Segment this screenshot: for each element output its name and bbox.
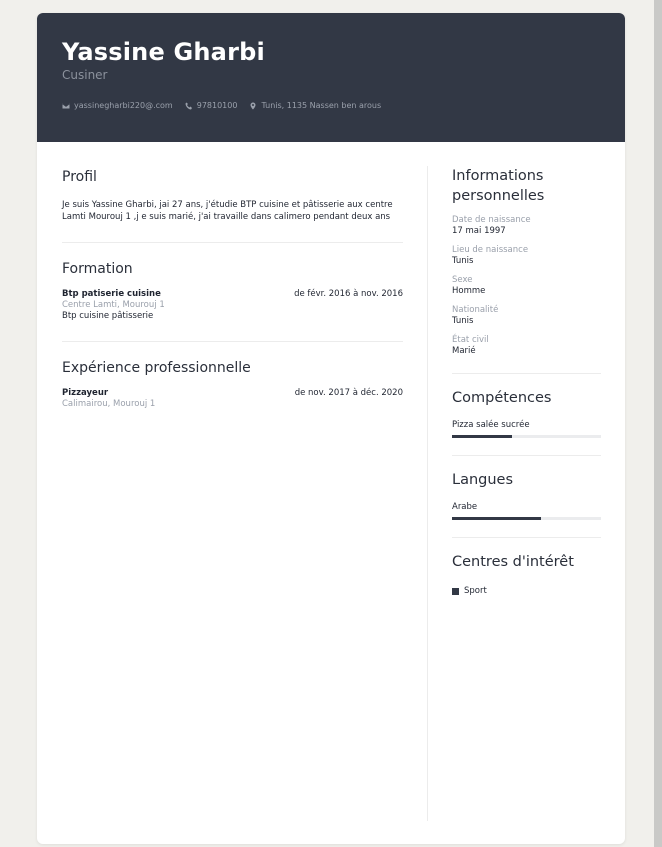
info-label: Sexe [452,275,473,285]
section-divider [452,455,601,456]
section-divider [452,373,601,374]
info-item [452,275,601,296]
info-label: Nationalité [452,305,499,315]
info-value: Tunis [452,255,474,266]
interests-title: Centres d'intérêt [452,554,574,570]
skill-item [452,420,601,438]
personal-info-title: Informations personnelles [452,168,545,204]
language-item [452,502,601,520]
skill-name: Pizza salée sucrée [452,420,530,430]
education-description: Btp cuisine pâtisserie [62,311,154,321]
skill-level-bar [452,435,601,438]
phone-text: 97810100 [196,101,238,110]
education-dates: de févr. 2016 à nov. 2016 [294,289,403,299]
education-title: Formation [62,261,133,277]
info-value: 17 mai 1997 [452,225,506,236]
info-label: Date de naissance [452,215,531,225]
education-school: Centre Lamti, Mourouj 1 [62,300,165,310]
education-entry [62,289,403,322]
map-pin-icon [249,102,257,110]
envelope-icon [62,102,70,110]
section-divider [62,242,403,243]
experience-company: Calimairou, Mourouj 1 [62,399,156,409]
experience-entry [62,388,403,410]
section-divider [452,537,601,538]
info-item [452,305,601,326]
info-value: Marié [452,345,476,356]
info-value: Tunis [452,315,474,326]
language-level-fill [452,517,541,520]
profile-text: Je suis Yassine Gharbi, jai 27 ans, j'étudie BTP cuisine et pâtisserie aux centre Lamti Mourouj 1 ,j e suis marié, j'ai travaille dans calimero pendant deux ans [62,200,393,222]
language-level-bar [452,517,601,520]
info-item [452,335,601,356]
contact-phone [185,101,238,110]
main-column [62,142,403,410]
resume-page [37,13,625,844]
languages-title: Langues [452,472,514,488]
resume-body [37,142,625,596]
job-title: Cusiner [62,68,108,82]
interest-item [452,586,601,596]
bullet-square-icon [452,588,459,595]
contact-address [249,101,381,110]
section-divider [62,341,403,342]
experience-title: Expérience professionnelle [62,360,251,376]
experience-dates: de nov. 2017 à déc. 2020 [294,388,403,398]
phone-icon [185,102,193,110]
column-divider [427,166,428,821]
info-value: Homme [452,285,486,296]
address-text: Tunis, 1135 Nassen ben arous [261,101,382,110]
page-scrollbar[interactable] [654,0,662,847]
language-name: Arabe [452,502,478,512]
info-label: État civil [452,335,489,345]
info-label: Lieu de naissance [452,245,529,255]
resume-header [37,13,625,142]
email-text: yassinegharbi220@.com [74,101,173,110]
profile-title: Profil [62,169,97,185]
contact-bar [62,101,600,110]
skill-level-fill [452,435,512,438]
skills-title: Compétences [452,390,552,406]
candidate-name: Yassine Gharbi [62,38,265,66]
experience-position: Pizzayeur [62,388,109,398]
info-item [452,215,601,236]
info-item [452,245,601,266]
education-degree: Btp patiserie cuisine [62,289,161,299]
interest-name: Sport [464,586,487,596]
contact-email [62,101,173,110]
side-column [452,166,601,596]
